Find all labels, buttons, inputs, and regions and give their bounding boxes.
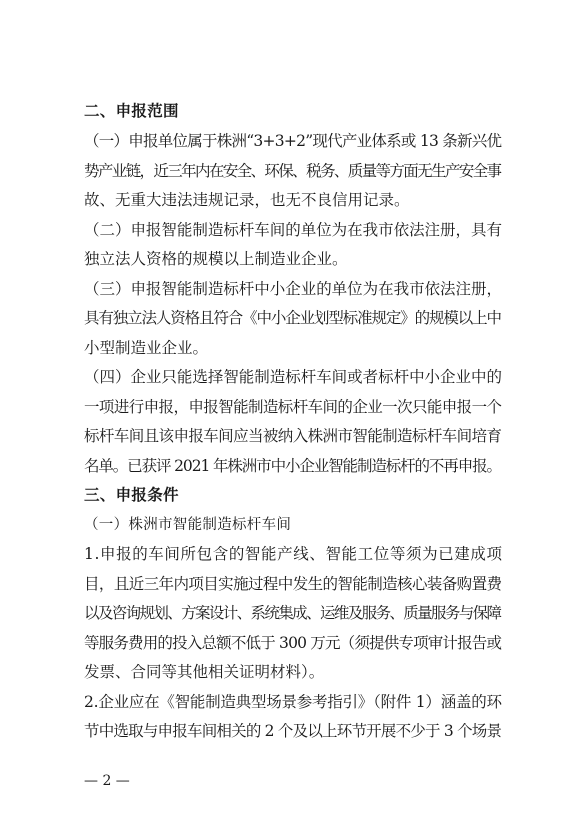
paragraph-line: 一项进行申报，申报智能制造标杆车间的企业一次只能申报一个	[84, 398, 502, 416]
paragraph-line: 独立法人资格的规模以上制造业企业。	[84, 250, 348, 268]
paragraph-line: 等服务费用的投入总额不低于 300 万元（须提供专项审计报告或	[84, 634, 502, 652]
paragraph-line: 发票、合同等其他相关证明材料）。	[84, 663, 325, 681]
paragraph-line: 故、无重大违法违规记录，也无不良信用记录。	[84, 191, 410, 209]
paragraph-line: 标杆车间且该申报车间应当被纳入株洲市智能制造标杆车间培育	[84, 427, 502, 445]
section-heading-scope: 二、申报范围	[84, 102, 179, 120]
paragraph-line: 节中选取与申报车间相关的 2 个及以上环节开展不少于 3 个场景	[84, 722, 502, 740]
paragraph-line: （三）申报智能制造标杆中小企业的单位为在我市依法注册，	[84, 280, 502, 298]
paragraph-line: 2.企业应在《智能制造典型场景参考指引》（附件 1）涵盖的环	[84, 693, 502, 711]
paragraph-line: （一）申报单位属于株洲“3+3+2”现代产业体系或 13 条新兴优	[84, 132, 502, 150]
subsection-heading: （一）株洲市智能制造标杆车间	[84, 517, 292, 533]
section-heading-conditions: 三、申报条件	[84, 486, 179, 504]
paragraph-line: （四）企业只能选择智能制造标杆车间或者标杆中小企业中的	[84, 368, 502, 386]
paragraph-line: 目，且近三年内项目实施过程中发生的智能制造核心装备购置费	[84, 575, 502, 593]
paragraph-line: 小型制造业企业。	[84, 339, 209, 357]
paragraph-line: 势产业链，近三年内在安全、环保、税务、质量等方面无生产安全事	[84, 162, 501, 180]
paragraph-line: （二）申报智能制造标杆车间的单位为在我市依法注册，具有	[84, 221, 502, 239]
paragraph-line: 名单。已获评 2021 年株洲市中小企业智能制造标杆的不再申报。	[84, 457, 501, 475]
paragraph-line: 1.申报的车间所包含的智能产线、智能工位等须为已建成项	[84, 545, 503, 563]
page-number: — 2 —	[84, 773, 130, 789]
paragraph-line: 具有独立法人资格且符合《中小企业划型标准规定》的规模以上中	[84, 309, 501, 327]
paragraph-line: 以及咨询规划、方案设计、系统集成、运维及服务、质量服务与保障	[84, 604, 501, 622]
